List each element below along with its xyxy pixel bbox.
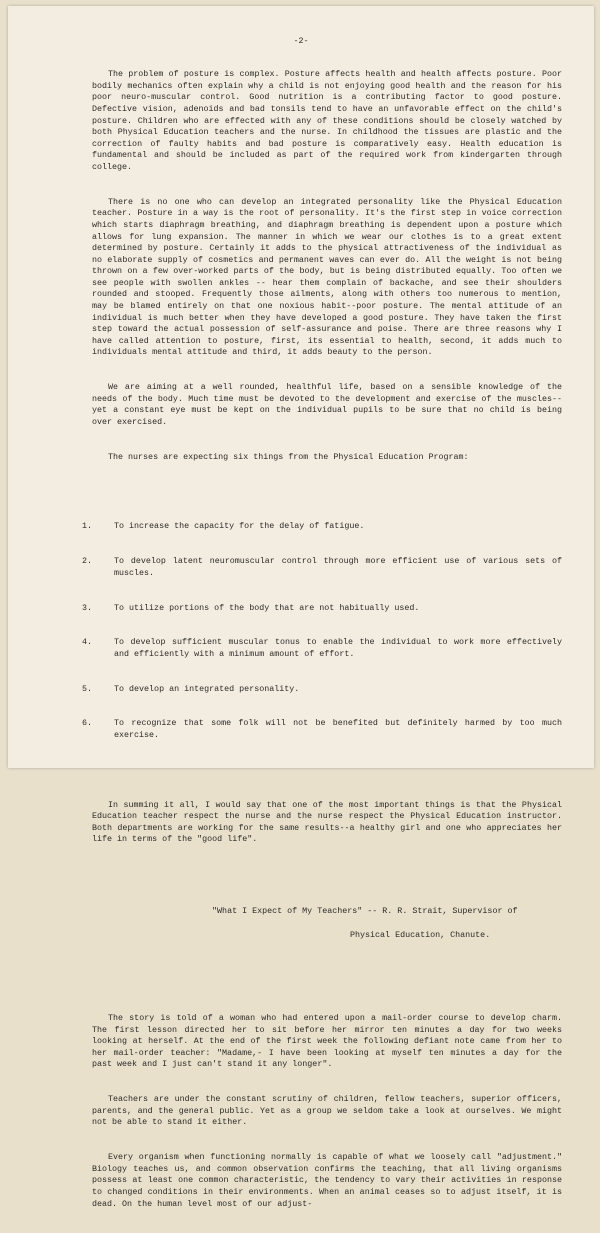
list-number: 6. [82, 718, 93, 729]
list-text: To develop an integrated personality. [114, 683, 300, 694]
list-item [82, 718, 568, 741]
list-number: 5. [82, 683, 93, 694]
paragraph: Teachers are under the constant scrutiny of children, fellow teachers, superior officers, parents, and the general public. Yet as a group we seldom take a look at ourselves. We might not be able to stand it either. [92, 1094, 568, 1128]
list-text: To develop sufficient muscular tonus to enable the individual to work more effectively and efficiently with a minimum amount of effort. [114, 637, 568, 659]
list-item [82, 637, 568, 660]
list-item [82, 521, 562, 533]
list-item [82, 602, 562, 615]
paragraph: Every organism when functioning normally is capable of what we loosely call "adjustment." Biology teaches us, and common observation confirms the teaching, that all living organisms possess at least one common characteristic, the tendency to vary their activities in response to changed conditions in their environments. When an animal ceases so to adjust itself, it is dead. On the human level most of our adjust- [92, 1152, 568, 1209]
paragraph: We are aiming at a well rounded, healthful life, based on a sensible knowledge of the needs of the body. Much time must be devoted to the development and exercise of the muscles--yet a constant eye must be kept on the individual pupils to be sure that no child is being over exercised. [92, 382, 568, 427]
paragraph: There is no one who can develop an integrated personality like the Physical Education teacher. Posture in a way is the root of personality. It's the first step in voice correction which starts diaphragm breathing, and diaphragm breathing is dependent upon a posture which allows for lung expansion. The manner in which we wear our clothes is to a great extent determined by posture. Certainly it adds to the physical attractiveness of the individual as no elaborate supply of cosmetics and permanent waves can ever do. All the weight is not being thrown on a few over-worked parts of the body, but is being distributed equally. Too often we see people with swollen ankles -- hear them complain of backache, and see their shoulders rounded and stooped. Frequently those ailments, along with others too numerous to mention, may be blamed entirely on that one noxious habit--poor posture. The mental attitude of an individual is much better when they have developed a good posture. They have taken the first step toward the actual possession of self-assurance and poise. There are three reasons why I have called attention to posture, first, its essential to health, second, it adds much to individuals mental attitude and third, it adds beauty to the person. [92, 196, 568, 358]
section-title-line-2: Physical Education, Chanute. [350, 929, 491, 940]
body-text [82, 46, 568, 1233]
list-text: To develop latent neuromuscular control through more efficient use of various sets of muscles. [114, 556, 568, 578]
paragraph: The problem of posture is complex. Posture affects health and health affects posture. Poor bodily mechanics often explain why a child is not enjoying good health and the reason for his poor neuro-muscular control. Good nutrition is a contributing factor to good posture. Defective vision, adenoids and bad tonsils tend to have an unfavorable effect on the child's posture. Children who are effected with any of these conditions should be closely watched by both Physical Education teachers and the nurse. In childhood the tissues are plastic and the correction of faulty habits and bad posture is comparatively easy. Health education is fundamental and should be included as part of the required work from kindergarten through college. [92, 69, 568, 172]
list-text: To utilize portions of the body that are not habitually used. [114, 602, 420, 613]
list-number: 4. [82, 637, 93, 648]
document-page [8, 6, 594, 1209]
list-number: 1. [82, 521, 93, 532]
list-item [82, 556, 568, 579]
paragraph: The nurses are expecting six things from the Physical Education Program: [108, 451, 469, 462]
list-text: To increase the capacity for the delay of fatigue. [114, 521, 365, 532]
summary-paragraph: In summing it all, I would say that one of the most important things is that the Physical Education teacher respect the nurse and the nurse respect the Physical Education instructor. Both departments are working for the same results--a healthy girl and one who appreciates her life in terms of the "good life". [92, 799, 568, 845]
list-number: 3. [82, 602, 93, 613]
section-title-line-1: "What I Expect of My Teachers" -- R. R. Strait, Supervisor of [212, 906, 518, 917]
paragraph: The story is told of a woman who had entered upon a mail-order course to develop charm. The first lesson directed her to sit before her mirror ten minutes a day for two weeks looking at herself. At the end of the first week the following defiant note came from her to her mail-order teacher: "Madame,- I have been looking at myself ten minutes a day for the past week and I just can't stand it any longer". [92, 1013, 568, 1070]
list-number: 2. [82, 556, 93, 567]
page-number: -2- [293, 36, 309, 46]
list-text: To recognize that some folk will not be benefited but definitely harmed by too much exercise. [114, 718, 568, 741]
expectations-list [82, 498, 568, 765]
list-item [82, 683, 562, 696]
section-title [182, 895, 562, 965]
